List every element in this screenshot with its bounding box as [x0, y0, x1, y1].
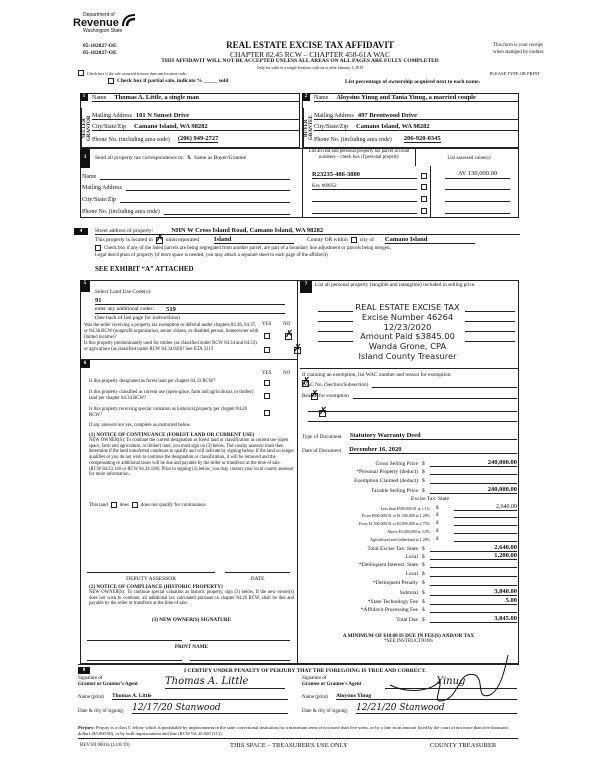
technology-fee-row — [300, 597, 517, 605]
sec5-q1-yes-checkbox[interactable] — [264, 333, 270, 339]
taxable-price-value[interactable]: 240,000.00 — [430, 486, 517, 494]
personal-property-value[interactable] — [430, 468, 517, 475]
grantee-name-row — [302, 693, 517, 700]
bracket-value-2[interactable] — [454, 512, 517, 518]
buyer-phone-label: Phone No. (including area code) — [314, 137, 392, 143]
assessed-value-1[interactable]: AV 130,000.00 — [445, 170, 510, 179]
bracket-value-5[interactable] — [454, 536, 517, 542]
section-6-number: 6 — [80, 360, 90, 368]
land-does-checkbox[interactable] — [111, 502, 117, 508]
grantee-sig-label-2: Grantee or Grantee's Agent — [302, 682, 362, 687]
bracket-label-4: Above $3,000,000 at 3.0% — [387, 529, 430, 534]
sec6-q3-yes-checkbox[interactable] — [264, 410, 270, 416]
unincorporated-checkbox-checked[interactable] — [156, 237, 163, 244]
reason-line-3[interactable] — [308, 421, 517, 422]
land-does-not-checkbox[interactable] — [132, 502, 138, 508]
additional-codes-value[interactable]: 519 — [166, 306, 176, 313]
bracket-value-3[interactable] — [454, 520, 517, 526]
stamp-excise-number: Excise Number 46264 — [361, 311, 454, 322]
single-location-note: Only for sales in a single location code on or after January 1, 2019 — [256, 65, 364, 70]
gross-selling-price-row — [300, 459, 517, 467]
technology-fee-label: *State Technology Fee — [367, 599, 418, 605]
assessed-value-4[interactable] — [445, 205, 510, 214]
legal-description-label: Legal description of property (if more space is needed, you may attach a separate sheet to each page of the affidavit) — [95, 253, 328, 258]
buyer-city-field[interactable] — [314, 121, 519, 131]
sec6-no-header: NO — [283, 371, 291, 376]
personal-property-checkbox-1[interactable] — [421, 173, 427, 179]
currency-symbol: $ — [422, 580, 425, 586]
footer-divider — [78, 738, 518, 739]
personal-prop-line-2r[interactable] — [465, 321, 515, 322]
parcel-header: List all real and personal property tax parcel account numbers – check box if personal property — [308, 149, 410, 160]
grantee-date-label: Date & city of signing: — [302, 709, 349, 714]
personal-property-checkbox-3[interactable] — [421, 196, 427, 202]
new-owner-sig-line-1[interactable] — [87, 640, 182, 641]
grantee-date-row — [302, 703, 517, 714]
send-correspondence — [95, 155, 246, 161]
currency-symbol: $ — [422, 590, 425, 596]
grantor-sig-label-1: Signature of — [78, 676, 103, 681]
parcel-row-3 — [312, 193, 427, 202]
additional-codes-label: enter any additional codes: — [95, 306, 155, 312]
does-not-label: does not qualify for continuance. — [140, 502, 207, 508]
local-tax-label: Local — [405, 554, 418, 560]
buyer-side-label: BUYER GRANTEE — [303, 108, 313, 148]
land-use-value[interactable]: 91 — [95, 297, 285, 305]
sec3-mailing-label: Mailing Address — [82, 185, 122, 191]
total-due-row — [300, 615, 517, 623]
doc-date-label: Date of Document — [302, 448, 342, 454]
parcel-row-2 — [312, 181, 427, 190]
segregated-checkbox[interactable] — [95, 245, 101, 251]
sec3-col-divider — [430, 166, 431, 218]
bracket-value-4[interactable] — [454, 528, 517, 534]
stamp-title: REAL ESTATE EXCISE TAX — [355, 302, 460, 312]
doc-date-row — [302, 446, 517, 454]
reason-row — [302, 393, 517, 399]
sec3-city-field[interactable] — [82, 194, 300, 203]
multi-location-row — [78, 70, 187, 76]
sec3-city-label: City/State/Zip — [82, 197, 116, 203]
buyer-mailing-value: 497 Brentwood Drive — [357, 112, 417, 119]
assessor-date-line[interactable] — [225, 572, 290, 573]
parcel-number-3[interactable] — [312, 194, 417, 202]
seller-mailing-field[interactable] — [92, 110, 300, 120]
form-code-1: 05-182027-OE — [83, 43, 117, 49]
buyer-name-field[interactable] — [314, 93, 519, 102]
page-subtitle: CHAPTER 82.45 RCW – CHAPTER 458-61A WAC — [230, 50, 390, 59]
exemption-claimed-label: Exemption Claimed (deduct) — [354, 478, 418, 484]
rev-code: REV 84 0001a (12/6/19) — [80, 743, 130, 748]
buyer-city-value: Camano Island, WA 98282 — [356, 123, 430, 130]
sec3-mailing-field[interactable] — [82, 182, 300, 191]
sec6-q2: Is this property classified as current use (open space, farm and agricultural, or timber) land per chapter 84.34 RCW? — [89, 390, 254, 401]
county-or-label: County OR within — [307, 237, 348, 243]
exemption-label: If claiming an exemption, list WAC number and reason for exemption: — [302, 372, 452, 378]
logo-line3: Washington State — [83, 28, 123, 34]
same-as-buyer-label: Same as Buyer/Grantee — [194, 155, 246, 161]
exemption-deduct-row — [300, 477, 517, 484]
stamp-treasurer-name: Wanda Grone, CPA — [368, 341, 447, 352]
perjury-text: Perjury is a class C felony which is punishable by imprisonment in the state correctional institution for a maximum term of not more than five years, or by a fine in an amount fixed by the court of not more than five thousand dollars ($5,000.00), or by both imprisonment and fine (RCW 9A.20.020 (1C)). — [78, 725, 508, 736]
buyer-mailing-label: Mailing Address — [314, 113, 354, 119]
delinquent-interest-local-row — [300, 570, 517, 577]
print-name-line-2[interactable] — [190, 660, 290, 661]
deputy-assessor-label: DEPUTY ASSESSOR — [126, 576, 176, 582]
grantor-sig-label-2: Grantor or Grantor's Agent — [78, 682, 138, 687]
sec5-no-header: NO — [283, 322, 291, 327]
doc-type-label: Type of Document — [302, 434, 342, 440]
sec3-header-divider — [415, 148, 416, 166]
new-owner-signature-label: (3) NEW OWNER(S) SIGNATURE — [151, 617, 232, 623]
treasurer-use-only: THIS SPACE – TREASURER'S USE ONLY — [230, 742, 348, 749]
personal-property-checkbox-4[interactable] — [421, 208, 427, 214]
grantee-signature[interactable]: Yinug — [385, 676, 517, 689]
assessed-value-2[interactable] — [445, 181, 510, 190]
affidavit-warning: THIS AFFIDAVIT WILL NOT BE ACCEPTED UNLESS ALL AREAS ON ALL PAGES ARE FULLY COMPLETED — [161, 58, 439, 64]
section-4-number: 4 — [74, 228, 88, 235]
land-use-label: Select Land Use Code(s): — [95, 289, 152, 295]
seller-name-label: Name — [92, 95, 107, 101]
personal-prop-line-4l[interactable] — [318, 341, 353, 342]
perjury-bold-label: Perjury: — [78, 725, 95, 730]
doc-type-row — [302, 432, 517, 440]
personal-prop-line-2l[interactable] — [318, 321, 353, 322]
currency-symbol: $ — [422, 599, 425, 605]
local-tax-value[interactable]: 1,200.00 — [430, 552, 517, 560]
page-title: REAL ESTATE EXCISE TAX AFFIDAVIT — [226, 40, 394, 50]
county-treasurer: COUNTY TREASURER — [430, 742, 497, 749]
section-2-number: 2 — [302, 93, 310, 101]
section-8-number: 8 — [78, 667, 90, 674]
same-as-buyer-mark[interactable]: X — [187, 155, 192, 161]
total-due-value[interactable]: 3,845.00 — [430, 615, 517, 623]
bracket-row-4 — [300, 528, 517, 534]
gross-price-value[interactable]: 240,000.00 — [430, 459, 517, 467]
delinquent-interest-state-value[interactable] — [430, 561, 517, 568]
section-5-number: 5 — [80, 280, 90, 292]
wac-label: WAC No. (Section/Subsection) — [302, 382, 369, 388]
parcel-number-4[interactable] — [312, 206, 417, 214]
exhibit-attached: SEE EXHIBIT “A” ATTACHED — [95, 265, 194, 273]
seller-phone-value: (206) 949-2727 — [177, 135, 219, 142]
location-row — [95, 236, 475, 244]
certify-statement: I CERTIFY UNDER PENALTY OF PERJURY THAT THE FOREGOING IS TRUE AND CORRECT. — [183, 668, 426, 674]
delinquent-interest-state-row — [300, 561, 517, 568]
notice-compliance-body: NEW OWNER(S): To continue special valuation as historic property, sign (3) below. If the new owner(s) does not wish to continue, all additional tax calculated pursuant to chapter 84.26 RCW, shall be due and payable by the seller or transferor at the time of sale. — [89, 590, 294, 607]
notice-compliance-title: (2) NOTICE OF COMPLIANCE (HISTORIC PROPERTY) — [89, 584, 223, 590]
sec5-yes-header: YES — [262, 322, 272, 327]
bracket-label-5: Agricultural and timberland at 1.28% — [370, 537, 430, 542]
stamp-treasurer-title: Island County Treasurer — [358, 350, 457, 361]
personal-prop-line-1r[interactable] — [465, 311, 515, 312]
doc-date-value[interactable]: December 16, 2020 — [349, 446, 517, 454]
total-state-tax-row — [300, 544, 517, 552]
sec5-6-divider — [80, 359, 298, 360]
street-address-value[interactable]: NHN W Cross Island Road, Camano Island, WA 98282 — [171, 227, 324, 234]
grantor-date-value[interactable]: 12/17/20 Stanwood — [132, 703, 288, 714]
dor-logo-icon — [121, 14, 137, 28]
exemption-claimed-value[interactable] — [430, 477, 517, 484]
currency-symbol: $ — [422, 562, 425, 568]
receipt-note-1: This form is your receipt — [493, 43, 543, 48]
print-name-line-1[interactable] — [87, 660, 182, 661]
seller-city-field[interactable] — [92, 121, 300, 131]
delinquent-interest-state-label: *Delinquent Interest: State — [359, 562, 418, 568]
county-value[interactable]: Island — [214, 236, 294, 244]
bracket-row-1 — [300, 504, 517, 511]
personal-prop-line-3r[interactable] — [465, 331, 515, 332]
reason-input[interactable] — [353, 398, 517, 399]
assessed-value-3[interactable] — [445, 193, 510, 202]
total-state-label: Total Excise Tax: State — [367, 546, 418, 552]
personal-property-label: List all personal property (tangible and intangible) included in selling price. — [315, 282, 476, 288]
send-correspondence-label: Send all property tax correspondence to: — [95, 155, 185, 161]
ownership-pct-note: List percentage of ownership acquired next to each name. — [345, 79, 480, 85]
new-owner-sig-line-2[interactable] — [190, 640, 290, 641]
located-in-label: This property is located in — [95, 237, 153, 243]
seller-city-value: Camano Island, WA 98282 — [134, 123, 208, 130]
processing-fee-row — [300, 606, 517, 613]
buyer-name-value: Aloysius Yinug and Tania Yinug, a married couple — [336, 94, 476, 101]
delinquent-interest-local-value[interactable] — [430, 570, 517, 577]
reason-line-2[interactable] — [308, 411, 517, 412]
wac-input[interactable] — [372, 387, 517, 388]
total-state-value[interactable]: 2,640.00 — [430, 544, 517, 552]
subtotal-value[interactable]: 3,840.00 — [430, 588, 517, 596]
minimum-due-note: A MINIMUM OF $10.00 IS DUE IN FEE(S) AND/OR TAX — [342, 633, 475, 639]
buyer-mailing-field[interactable] — [314, 110, 519, 120]
bracket-label-2: From $500,000.01 to $1,500,000 at 1.28% — [362, 513, 430, 518]
section-1-number: 1 — [80, 93, 88, 101]
grantor-name-row — [78, 693, 288, 700]
sec3-phone-field[interactable] — [82, 206, 300, 215]
delinquent-penalty-label: *Delinquent Penalty — [372, 580, 418, 586]
currency-symbol: $ — [436, 529, 439, 534]
date-label: DATE — [250, 576, 265, 582]
sec5-q2: Is this property predominantly used for timber (as classified under RCW 84.34 and 84.33) or agriculture (as classified under RCW 84.34.020)? See ETA 3215 — [84, 341, 257, 352]
partial-sale-checkbox[interactable] — [108, 78, 114, 84]
grantee-name-label: Name (print) — [302, 695, 328, 700]
parcel-row-4 — [312, 205, 427, 214]
bracket-value-1[interactable]: 2,640.00 — [454, 504, 517, 511]
sec5-q1-no-checkbox-checked[interactable] — [285, 333, 292, 340]
wac-row — [302, 382, 517, 388]
currency-symbol: $ — [422, 554, 425, 560]
partial-sale-label: Check box if partial sale, indicate % _____ sold — [117, 78, 229, 84]
notice-continuance-title: (1) NOTICE OF CONTINUANCE (FOREST LAND OR CURRENT USE) — [89, 432, 255, 438]
reason-label: Reason for exemption — [302, 393, 349, 399]
seller-side-label: SELLER GRANTOR — [81, 108, 91, 148]
partial-sale-row — [108, 78, 228, 84]
doc-type-value[interactable]: Statutory Warranty Deed — [350, 432, 517, 440]
seller-name-value: Thomas A. Little, a single man — [114, 94, 200, 101]
grantor-signature[interactable]: Thomas A. Little — [165, 676, 285, 689]
bracket-label-1: Less than $500,000.01 at 1.1% — [380, 506, 430, 511]
stamp-amount-paid: Amount Paid $3845.00 — [360, 331, 455, 342]
technology-fee-value[interactable]: 5.00 — [430, 597, 517, 605]
seller-phone-field[interactable] — [92, 133, 300, 143]
buyer-phone-field[interactable] — [314, 133, 519, 143]
sec6-q1-yes-checkbox[interactable] — [264, 380, 270, 386]
processing-fee-value[interactable] — [430, 606, 517, 613]
personal-prop-line-4r[interactable] — [465, 341, 515, 342]
total-due-label: Total Due — [396, 617, 418, 623]
bracket-row-2 — [300, 512, 517, 518]
seller-name-field[interactable] — [92, 93, 300, 102]
sec3-name-label: Name — [82, 174, 97, 180]
grantor-date-row — [78, 703, 288, 714]
section-3-number: 3 — [80, 148, 90, 168]
logo-line1: Department of — [83, 12, 115, 18]
segregated-label: Check box if any of the listed parcels are being segregated from another parcel, are part of a boundary line adjustment or parcels being merged. — [104, 245, 391, 251]
grantor-name-label: Name (print) — [78, 695, 104, 700]
currency-symbol: $ — [436, 521, 439, 526]
parcel-row-1 — [312, 170, 427, 179]
bracket-row-5 — [300, 536, 517, 542]
bracket-label-3: From $1,500,000.01 to $3,000,000 at 2.75% — [359, 521, 430, 526]
does-label: does — [119, 502, 129, 508]
receipt-note-2: when stamped by cashier. — [493, 50, 545, 55]
seller-mailing-label: Mailing Address — [92, 113, 132, 119]
stamp-date: 12/23/2020 — [383, 321, 432, 332]
excise-tax-state-header: Excise Tax: State — [410, 496, 449, 502]
city-checkbox[interactable] — [351, 237, 357, 243]
street-address-label: Street address of property: — [95, 228, 154, 234]
please-type: PLEASE TYPE OR PRINT — [489, 71, 540, 76]
parcel-number-1[interactable]: R23235-486-3880 — [312, 171, 417, 179]
seller-phone-label: Phone No. (including area code) — [92, 137, 170, 143]
sec3-name-field[interactable] — [82, 172, 300, 180]
form-code-2: 05-182027-OE — [83, 50, 117, 56]
sec3-divider — [302, 148, 303, 218]
dor-logo — [73, 12, 153, 42]
currency-symbol: $ — [422, 617, 425, 623]
currency-symbol: $ — [436, 537, 439, 542]
sec5-q2-yes-checkbox[interactable] — [264, 347, 270, 353]
unincorporated-label: unincorporated — [165, 237, 200, 243]
currency-symbol: $ — [436, 513, 439, 518]
personal-property-checkbox-2[interactable] — [421, 184, 427, 190]
subtotal-label: Subtotal — [399, 590, 418, 596]
grantee-name-value[interactable]: Aloysius Yinug — [336, 693, 517, 700]
parcel-number-2[interactable]: Key #09952 — [312, 184, 417, 190]
see-back-note: (See back of last page for instructions) — [95, 315, 180, 321]
grantee-sig-label — [302, 676, 361, 688]
sec5-q1: Was the seller receiving a property tax exemption or deferral under chapters 84.36, 84.37, or 84.38 RCW (nonprofit organization, senior citizen, or disabled person, homeowner with limited income)? — [84, 323, 259, 340]
multi-location-label: Check box if the sale occurred is more than one location code. — [87, 70, 187, 76]
subtotal-row — [300, 588, 517, 596]
personal-property-deduct-row — [300, 468, 517, 475]
city-of-label: city of — [359, 237, 374, 243]
currency-symbol: $ — [422, 488, 425, 494]
gross-price-label: Gross Selling Price — [375, 461, 418, 467]
grantee-date-value[interactable]: 12/21/20 Stanwood — [356, 703, 517, 714]
this-land-label: This land — [89, 502, 108, 508]
sec3-phone-label: Phone No. (including area code) — [82, 209, 160, 215]
currency-symbol: $ — [422, 478, 425, 484]
grantor-name-value[interactable]: Thomas A. Little — [112, 693, 288, 700]
city-value[interactable]: Camano Island — [385, 236, 475, 244]
bracket-row-3 — [300, 520, 517, 526]
currency-symbol: $ — [422, 546, 425, 552]
segregated-row — [95, 245, 391, 251]
delinquent-penalty-value[interactable] — [430, 579, 517, 586]
notice-continuance-body: NEW OWNER(S): To continue the current designation as forest land or classification as current use (open space, farm and agriculture, or timber) land, you must sign on (3) below. The county assessor must then determine if the land transferred continues to qualify and will indicate by signing below. If the land no longer qualifies or you do not wish to continue the designation or classification, it will be removed and the compensating or additional taxes will be due and payable by the seller or transferor at the time of sale. (RCW 84.33.140 or RCW 84.34.108). Prior to signing (3) below, you may contact your local county assessor for more information. — [89, 438, 294, 478]
seller-mailing-value: 101 N Sunset Drive — [135, 112, 190, 119]
multi-location-checkbox[interactable] — [78, 70, 84, 76]
if-any-yes-note: If any answers are yes, complete as instructed below. — [89, 423, 191, 428]
taxable-price-row — [300, 486, 517, 494]
personal-prop-line-3l[interactable] — [318, 331, 353, 332]
perjury-notice — [78, 725, 518, 736]
currency-symbol: $ — [422, 469, 425, 475]
currency-symbol: $ — [436, 506, 439, 511]
logo-line2: Revenue — [73, 17, 119, 29]
print-name-label: PRINT NAME — [174, 644, 209, 650]
grantor-date-label: Date & city of signing: — [78, 709, 125, 714]
sec6-yes-header: YES — [262, 371, 272, 376]
sec6-q1: Is this property designated as forest land per chapter 84.33 RCW? — [89, 379, 216, 384]
buyer-name-label: Name — [314, 95, 329, 101]
see-instructions-note: *SEE INSTRUCTIONS — [384, 639, 433, 644]
local-tax-row — [300, 552, 517, 560]
sec6-q2-yes-checkbox[interactable] — [264, 393, 270, 399]
sec7-divider — [300, 368, 519, 369]
currency-symbol: $ — [422, 571, 425, 577]
personal-prop-line-1l[interactable] — [318, 311, 353, 312]
currency-symbol: $ — [422, 607, 425, 613]
deputy-assessor-sig-line[interactable] — [87, 572, 215, 573]
currency-symbol: $ — [422, 461, 425, 467]
continuance-row — [89, 502, 207, 508]
buyer-city-label: City/State/Zip — [314, 124, 348, 130]
treasurer-stamp — [350, 303, 465, 362]
delinquent-interest-local-label: Local — [405, 571, 418, 577]
assessed-header: List assessed value(s) — [447, 156, 491, 161]
delinquent-penalty-row — [300, 579, 517, 586]
section-7-number: 7 — [300, 281, 312, 293]
personal-property-label: *Personal Property (deduct) — [356, 469, 418, 475]
processing-fee-label: *Affidavit Processing Fee — [360, 607, 418, 613]
seller-city-label: City/State/Zip — [92, 124, 126, 130]
buyer-phone-value: 206-920-0345 — [403, 135, 441, 142]
additional-codes-row — [95, 306, 285, 314]
sec6-q3: Is this property receiving special valuation as historical property per chapter 84.26 RCW? — [89, 407, 247, 418]
grantee-sig-label-1: Signature of — [302, 676, 327, 681]
taxable-price-label: Taxable Selling Price — [371, 488, 418, 494]
grantor-sig-label — [78, 676, 138, 688]
